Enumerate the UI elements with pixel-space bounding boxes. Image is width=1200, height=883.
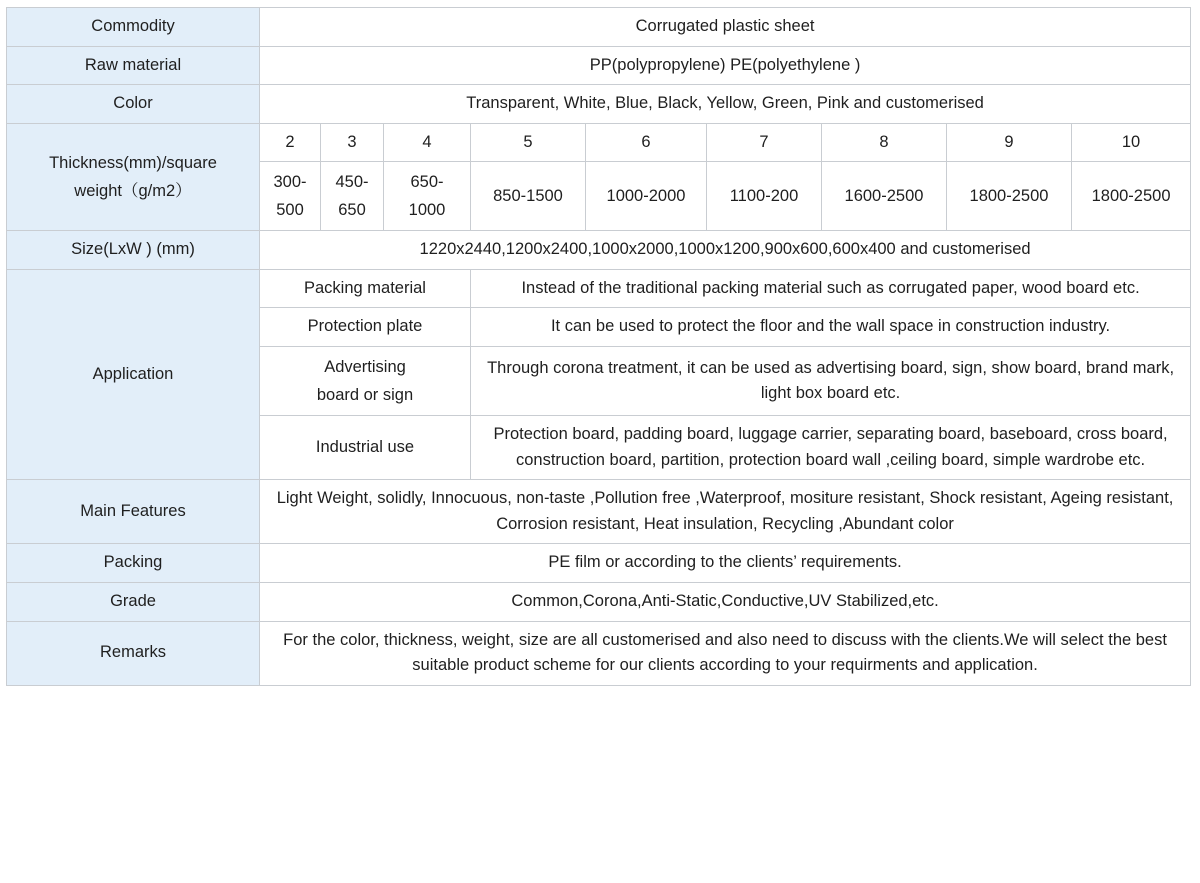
square-weight-2-line-2: 650 <box>338 201 366 220</box>
row-label-packing: Packing <box>7 544 260 583</box>
thickness-value-9: 9 <box>947 123 1072 162</box>
row-value-commodity: Corrugated plastic sheet <box>260 8 1191 47</box>
thickness-label-line-1: Thickness(mm)/square <box>49 153 217 172</box>
row-label-grade: Grade <box>7 582 260 621</box>
square-weight-3-line-2: 1000 <box>408 201 446 220</box>
row-value-grade: Common,Corona,Anti-Static,Conductive,UV Stabilized,etc. <box>260 582 1191 621</box>
row-value-main-features: Light Weight, solidly, Innocuous, non-taste ,Pollution free ,Waterproof, mositure resistant, Shock resistant, Ageing resistant, Corrosion resistant, Heat insulation, Recycling ,Abundant color <box>260 480 1191 544</box>
thickness-value-4: 4 <box>384 123 471 162</box>
row-value-raw-material: PP(polypropylene) PE(polyethylene ) <box>260 46 1191 85</box>
square-weight-value-6: 1100-200 <box>707 162 822 231</box>
table-row-thickness-headers <box>7 123 1191 162</box>
table-row-size <box>7 231 1191 270</box>
square-weight-value-1 <box>260 162 321 231</box>
row-label-main-features: Main Features <box>7 480 260 544</box>
application-item-name-protection-plate: Protection plate <box>260 308 471 347</box>
application-item-text-packing-material: Instead of the traditional packing material such as corrugated paper, wood board etc. <box>471 269 1191 308</box>
table-row-color <box>7 85 1191 124</box>
square-weight-value-8: 1800-2500 <box>947 162 1072 231</box>
square-weight-value-3 <box>384 162 471 231</box>
square-weight-1-line-1: 300- <box>273 173 307 192</box>
thickness-value-3: 3 <box>321 123 384 162</box>
row-value-size: 1220x2440,1200x2400,1000x2000,1000x1200,900x600,600x400 and customerised <box>260 231 1191 270</box>
row-value-packing: PE film or according to the clients’ requirements. <box>260 544 1191 583</box>
row-label-application: Application <box>7 269 260 479</box>
row-label-remarks: Remarks <box>7 621 260 685</box>
application-item-text-industrial-use: Protection board, padding board, luggage carrier, separating board, baseboard, cross board, construction board, partition, protection board wall ,ceiling board, simple wardrobe etc. <box>471 416 1191 480</box>
thickness-value-5: 5 <box>471 123 586 162</box>
row-label-size: Size(LxW ) (mm) <box>7 231 260 270</box>
square-weight-value-9: 1800-2500 <box>1072 162 1191 231</box>
advertising-name-line-2: board or sign <box>316 386 414 405</box>
table-row-packing <box>7 544 1191 583</box>
thickness-value-10: 10 <box>1072 123 1191 162</box>
square-weight-2-line-1: 450- <box>335 173 369 192</box>
advertising-name-line-1: Advertising <box>324 358 406 377</box>
table-row-commodity <box>7 8 1191 47</box>
table-row-remarks <box>7 621 1191 685</box>
table-row-raw-material <box>7 46 1191 85</box>
row-value-color: Transparent, White, Blue, Black, Yellow, Green, Pink and customerised <box>260 85 1191 124</box>
thickness-value-7: 7 <box>707 123 822 162</box>
square-weight-value-7: 1600-2500 <box>822 162 947 231</box>
application-item-name-industrial-use: Industrial use <box>260 416 471 480</box>
row-label-commodity: Commodity <box>7 8 260 47</box>
application-item-name-advertising-board <box>260 347 471 416</box>
thickness-label-line-2: weight（g/m2） <box>74 182 192 201</box>
row-label-thickness <box>7 123 260 231</box>
row-value-remarks: For the color, thickness, weight, size are all customerised and also need to discuss with the clients.We will select the best suitable product scheme for our clients according to your requirments and application. <box>260 621 1191 685</box>
thickness-value-2: 2 <box>260 123 321 162</box>
table-row-application-packing-material <box>7 269 1191 308</box>
thickness-value-6: 6 <box>586 123 707 162</box>
thickness-value-8: 8 <box>822 123 947 162</box>
square-weight-value-2 <box>321 162 384 231</box>
row-label-color: Color <box>7 85 260 124</box>
application-item-text-advertising-board: Through corona treatment, it can be used as advertising board, sign, show board, brand mark, light box board etc. <box>471 347 1191 416</box>
product-specification-table <box>6 7 1191 686</box>
table-row-main-features <box>7 480 1191 544</box>
table-row-grade <box>7 582 1191 621</box>
square-weight-value-4: 850-1500 <box>471 162 586 231</box>
square-weight-1-line-2: 500 <box>276 201 304 220</box>
application-item-name-packing-material: Packing material <box>260 269 471 308</box>
square-weight-3-line-1: 650- <box>410 173 444 192</box>
row-label-raw-material: Raw material <box>7 46 260 85</box>
square-weight-value-5: 1000-2000 <box>586 162 707 231</box>
application-item-text-protection-plate: It can be used to protect the floor and the wall space in construction industry. <box>471 308 1191 347</box>
